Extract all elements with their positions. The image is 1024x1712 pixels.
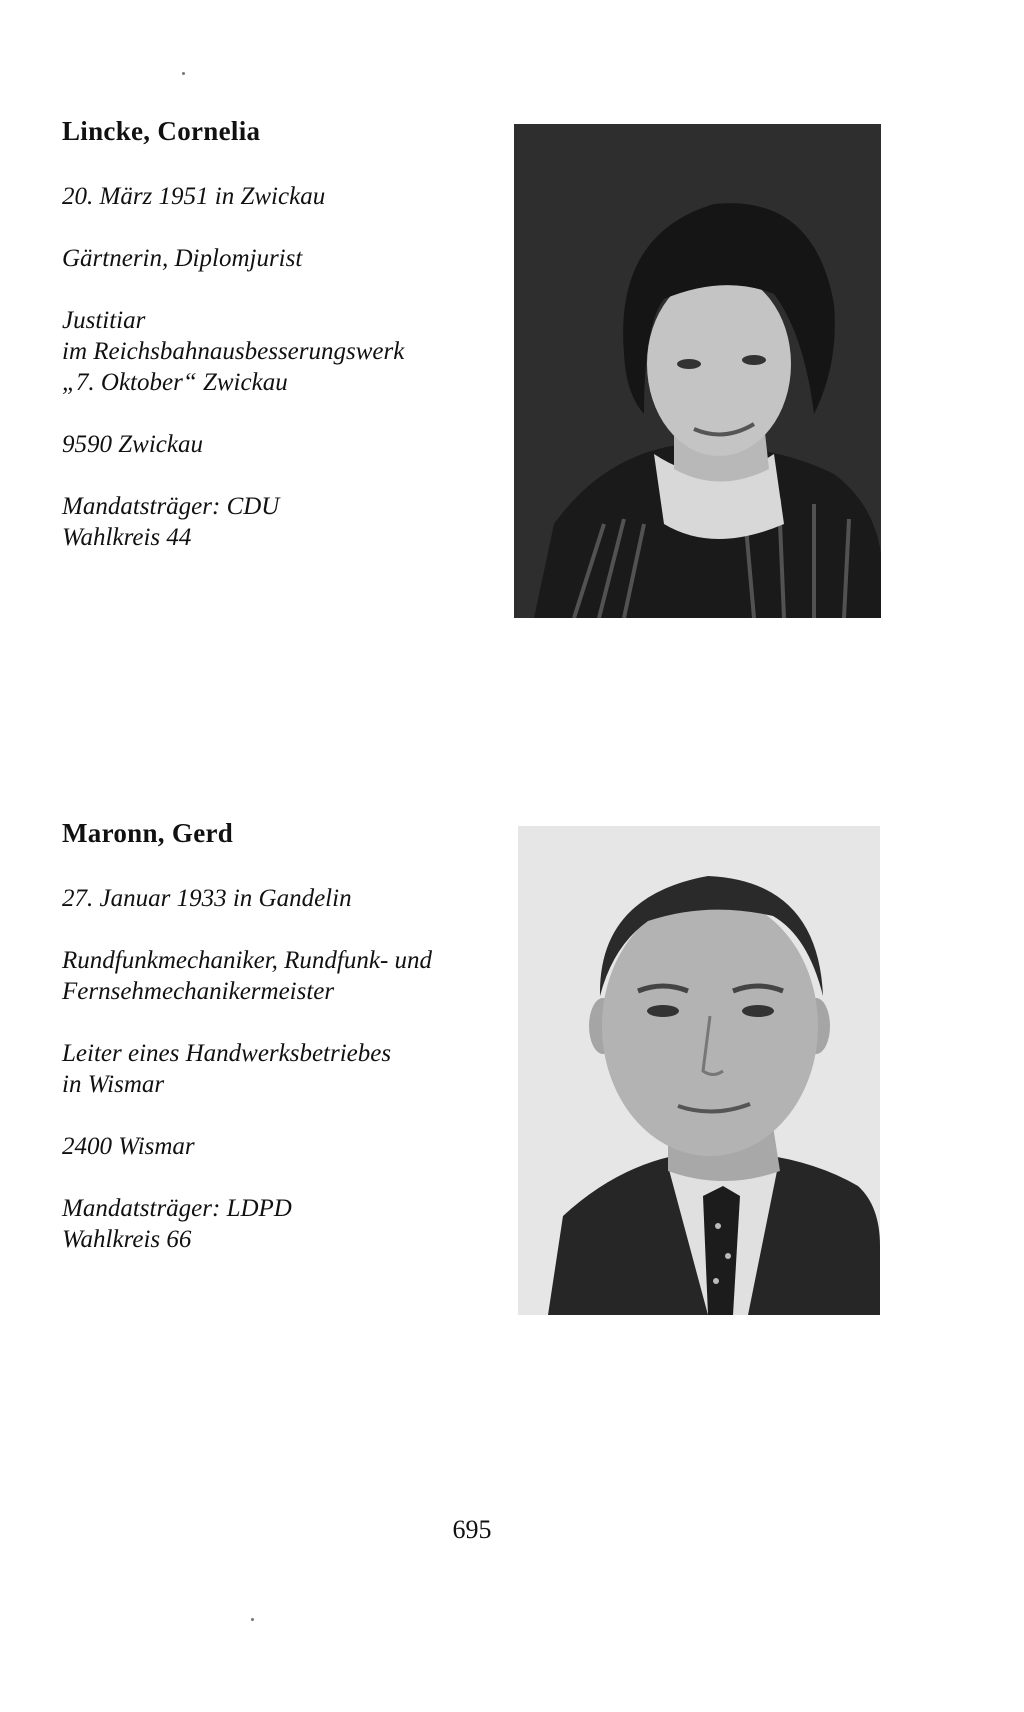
position-line: „7. Oktober“ Zwickau [62,369,288,396]
constituency-line: Wahlkreis 66 [62,1226,192,1253]
position-line: in Wismar [62,1071,165,1098]
profession-info [62,945,502,1007]
mandate-info [62,1193,502,1255]
mandate-info [62,491,502,553]
profession-line: Gärtnerin, Diplomjurist [62,245,303,272]
portrait-photo-maronn [518,826,880,1315]
position-info [62,305,502,398]
mandate-line: Mandatsträger: LDPD [62,1195,292,1222]
mandate-line: Mandatsträger: CDU [62,493,280,520]
birth-line: 20. März 1951 in Zwickau [62,183,326,210]
position-line: im Reichsbahnausbesserungswerk [62,338,405,365]
birth-line: 27. Januar 1933 in Gandelin [62,885,352,912]
profession-info [62,243,502,274]
page-number: 695 [452,1515,492,1544]
position-line: Justitiar [62,307,146,334]
scan-speck [182,72,185,75]
constituency-line: Wahlkreis 44 [62,524,192,551]
residence-line: 2400 Wismar [62,1133,195,1160]
profession-line: Fernsehmechanikermeister [62,978,335,1005]
scan-speck [251,1618,254,1621]
residence-info [62,429,502,460]
residence-info [62,1131,502,1162]
entry-lincke [62,116,502,584]
position-line: Leiter eines Handwerksbetriebes [62,1040,392,1067]
portrait-woman-image [514,124,881,618]
portrait-man-image [518,826,880,1315]
portrait-photo-lincke [514,124,881,618]
entry-name: Maronn, Gerd [62,818,234,848]
birth-info [62,883,502,914]
entry-name: Lincke, Cornelia [62,116,261,146]
birth-info [62,181,502,212]
residence-line: 9590 Zwickau [62,431,203,458]
entry-maronn [62,818,502,1286]
profession-line: Rundfunkmechaniker, Rundfunk- und [62,947,433,974]
position-info [62,1038,502,1100]
